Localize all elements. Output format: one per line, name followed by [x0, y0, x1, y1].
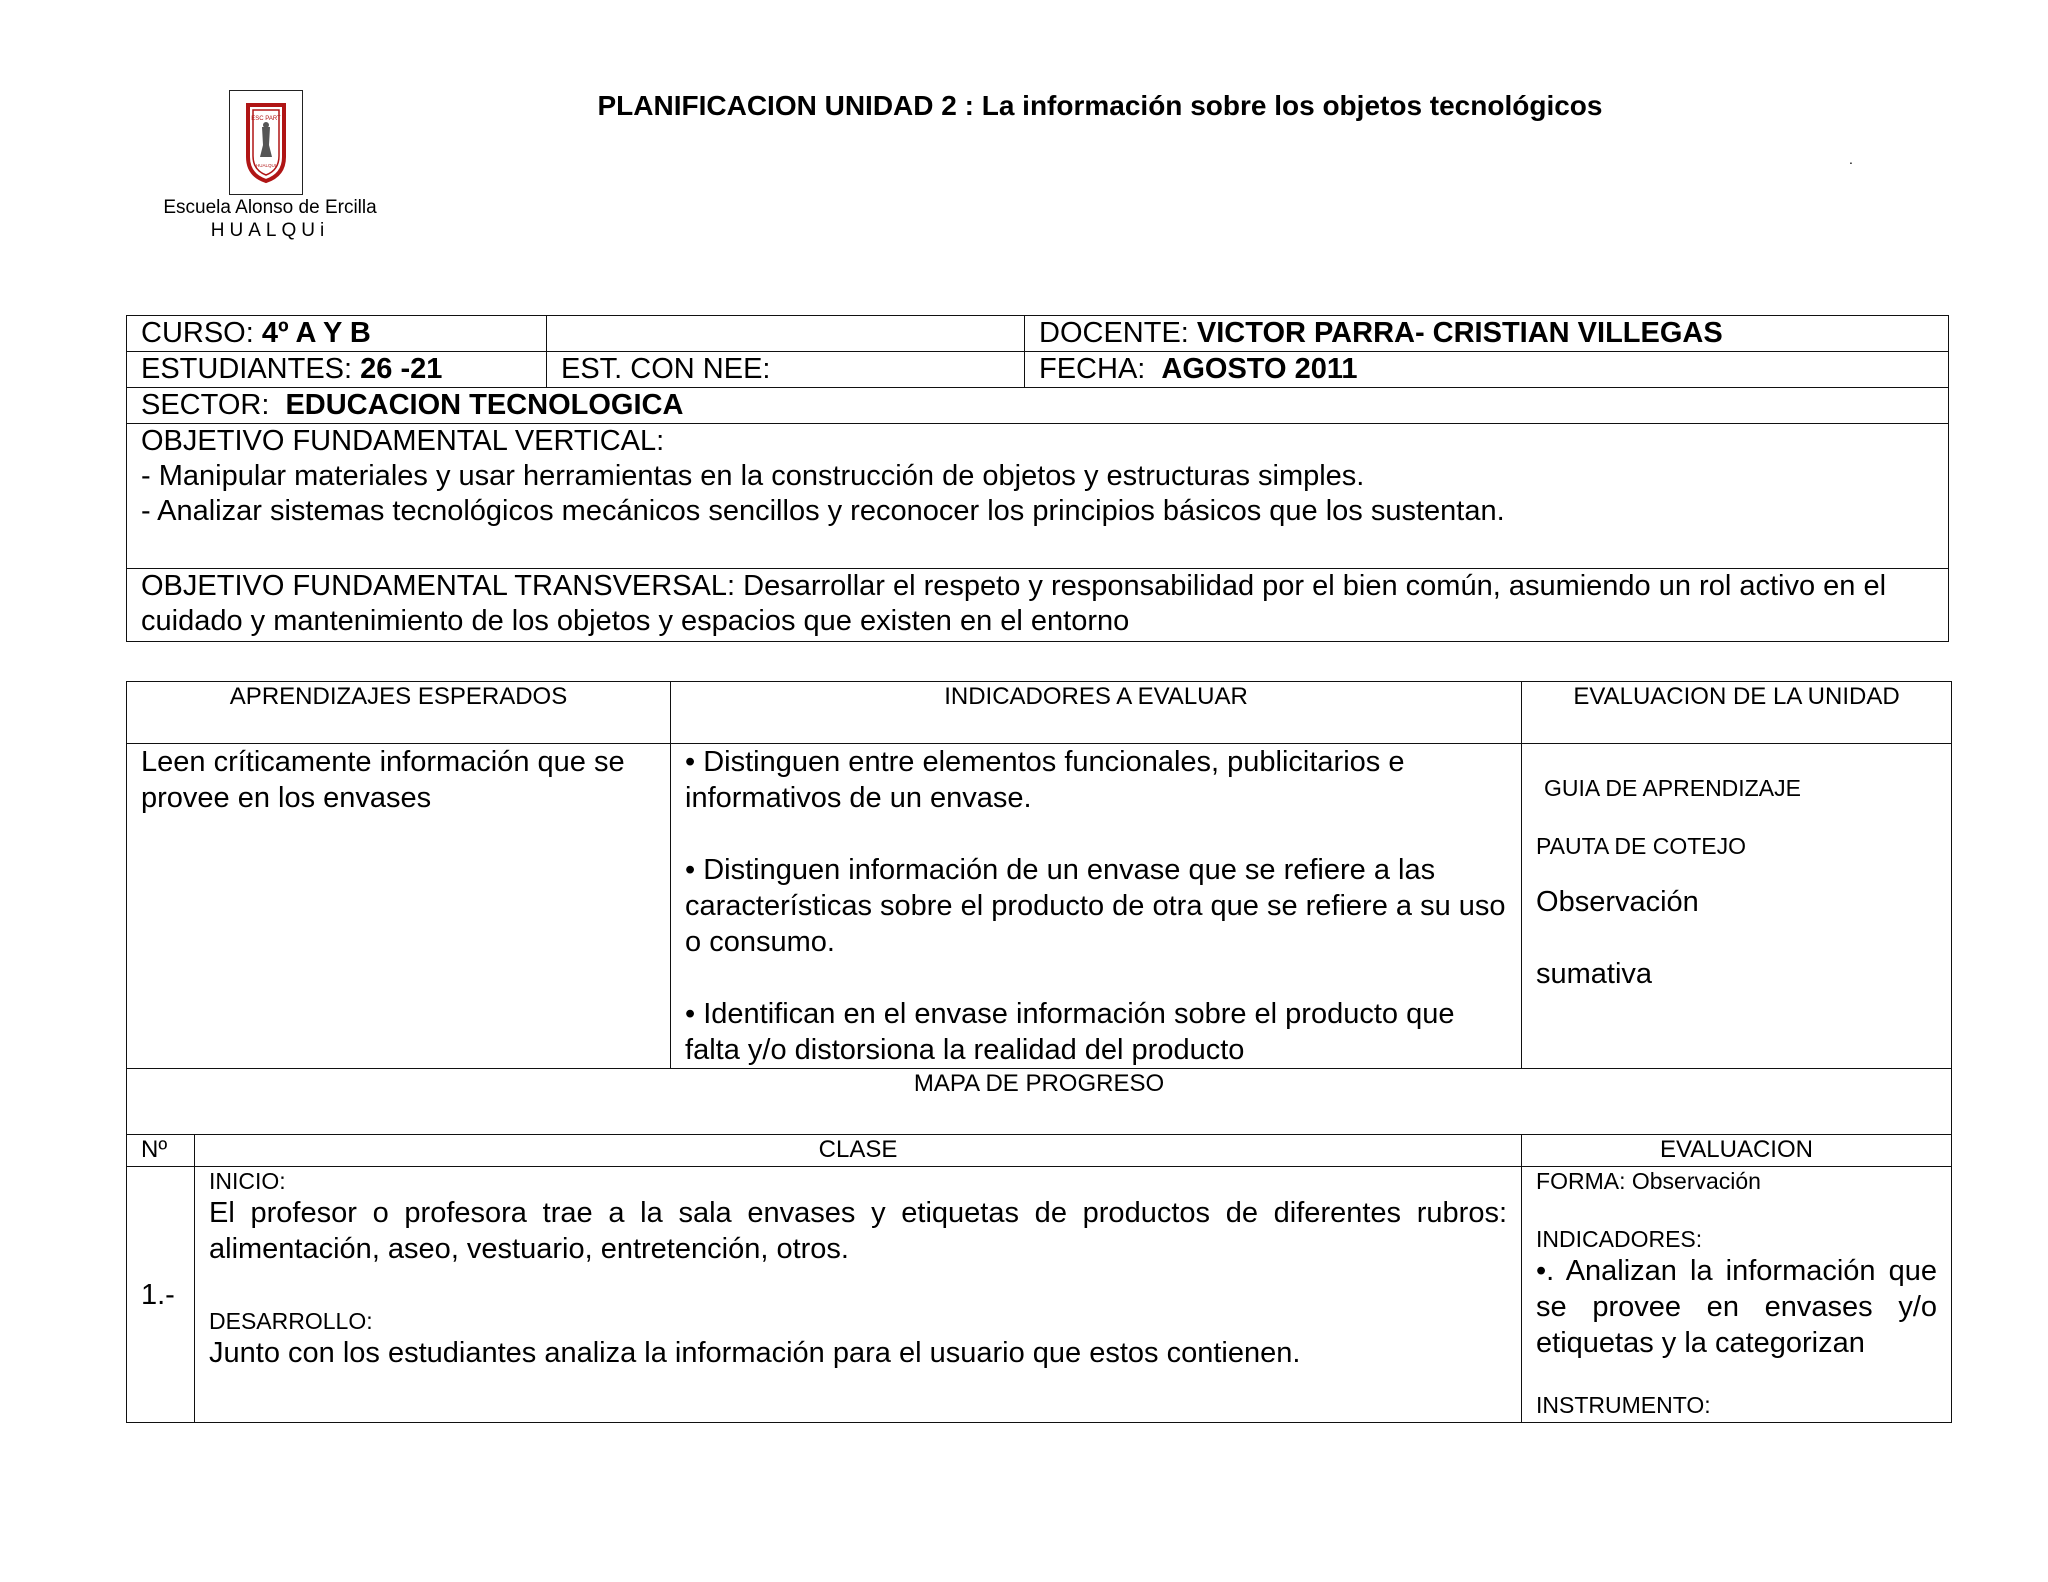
mapa-row	[127, 1069, 1952, 1135]
sector-label: SECTOR:	[141, 389, 270, 421]
nee-cell	[547, 352, 1025, 388]
inicio-text: El profesor o profesora trae a la sala envases y etiquetas de productos de diferentes rubros: alimentación, aseo, vestuario, entretención, otros.	[209, 1197, 1508, 1265]
docente-value: VICTOR PARRA- CRISTIAN VILLEGAS	[1196, 317, 1723, 349]
inicio-label: INICIO:	[209, 1168, 286, 1194]
stray-mark: .	[1849, 151, 1853, 167]
school-name: Escuela Alonso de Ercilla	[163, 197, 377, 218]
school-crest-icon	[244, 101, 288, 185]
evaluacion-item: PAUTA DE COTEJO	[1536, 833, 1747, 859]
desarrollo-label: DESARROLLO:	[209, 1308, 373, 1334]
evaluacion-item: sumativa	[1536, 958, 1653, 990]
info-row-curso	[127, 316, 1949, 352]
clase-cell	[195, 1167, 1522, 1423]
header-indicadores: INDICADORES A EVALUAR	[671, 682, 1522, 744]
docente-cell	[1025, 316, 1949, 352]
plan-content-row	[127, 744, 1952, 1069]
indicadores-label: INDICADORES:	[1536, 1226, 1703, 1252]
info-row-oft	[127, 569, 1949, 642]
estudiantes-cell	[127, 352, 547, 388]
info-row-sector	[127, 388, 1949, 424]
col-clase: CLASE	[195, 1135, 1522, 1167]
indicadores-cell	[671, 744, 1522, 1069]
sector-cell	[127, 388, 1949, 424]
docente-label: DOCENTE:	[1039, 317, 1189, 349]
logo-top-text: ESC PART	[251, 116, 281, 122]
empty-cell	[547, 316, 1025, 352]
sector-value: EDUCACION TECNOLOGICA	[285, 389, 684, 421]
evaluacion-unidad-cell	[1522, 744, 1952, 1069]
curso-cell	[127, 316, 547, 352]
nee-label: EST. CON NEE:	[561, 353, 771, 385]
col-evaluacion: EVALUACION	[1522, 1135, 1952, 1167]
clase-row	[127, 1167, 1952, 1423]
indicador-item: • Identifican en el envase información sobre el producto que falta y/o distorsiona la realidad del producto	[685, 998, 1455, 1066]
estudiantes-value: 26 -21	[360, 353, 443, 385]
school-town: HUALQUi	[210, 220, 330, 241]
page-title: PLANIFICACION UNIDAD 2 : La información sobre los objetos tecnológicos	[597, 90, 1603, 121]
info-table	[126, 315, 1949, 642]
fecha-label: FECHA:	[1039, 353, 1146, 385]
desarrollo-text: Junto con los estudiantes analiza la información para el usuario que estos contienen.	[209, 1337, 1301, 1369]
evaluacion-clase-cell	[1522, 1167, 1952, 1423]
header-evaluacion-unidad: EVALUACION DE LA UNIDAD	[1522, 682, 1952, 744]
mapa-de-progreso: MAPA DE PROGRESO	[127, 1069, 1952, 1135]
oft-text: OBJETIVO FUNDAMENTAL TRANSVERSAL: Desarrollar el respeto y responsabilidad por el bien común, asumiendo un rol activo en el cuidado y mantenimiento de los objetos y espacios que existen en el entorno	[141, 570, 1887, 637]
indicador-item: • Distinguen entre elementos funcionales, publicitarios e informativos de un envase.	[685, 746, 1405, 814]
clase-num: 1.-	[127, 1167, 195, 1423]
fecha-value: AGOSTO 2011	[1161, 353, 1358, 385]
ofv-cell	[127, 424, 1949, 569]
indicadores-text: •. Analizan la información que se provee en envases y/o etiquetas y la categorizan	[1536, 1255, 1938, 1359]
oft-cell	[127, 569, 1949, 642]
ofv-item: - Analizar sistemas tecnológicos mecánicos sencillos y reconocer los principios básicos que los sustentan.	[141, 495, 1505, 527]
clase-header-row	[127, 1135, 1952, 1167]
info-row-ofv	[127, 424, 1949, 569]
fecha-cell	[1025, 352, 1949, 388]
ofv-label: OBJETIVO FUNDAMENTAL VERTICAL:	[141, 425, 665, 457]
ofv-item: - Manipular materiales y usar herramientas en la construcción de objetos y estructuras simples.	[141, 460, 1365, 492]
logo-bottom-text: HUALQUI	[255, 163, 277, 168]
evaluacion-item: Observación	[1536, 886, 1699, 918]
curso-value: 4º A Y B	[261, 317, 371, 349]
indicador-item: • Distinguen información de un envase que se refiere a las características sobre el producto de otra que se refiere a su uso o consumo.	[685, 854, 1506, 958]
aprendizaje-cell	[127, 744, 671, 1069]
plan-header-row	[127, 682, 1952, 744]
curso-label: CURSO:	[141, 317, 254, 349]
col-num: Nº	[127, 1135, 195, 1167]
header-aprendizajes: APRENDIZAJES ESPERADOS	[127, 682, 671, 744]
evaluacion-item: GUIA DE APRENDIZAJE	[1544, 775, 1801, 801]
aprendizaje-text: Leen críticamente información que se provee en los envases	[141, 746, 625, 814]
info-row-estudiantes	[127, 352, 1949, 388]
instrumento-label: INSTRUMENTO:	[1536, 1392, 1711, 1418]
school-logo	[229, 90, 303, 195]
estudiantes-label: ESTUDIANTES:	[141, 353, 353, 385]
plan-table	[126, 681, 1952, 1423]
forma-text: FORMA: Observación	[1536, 1168, 1761, 1194]
